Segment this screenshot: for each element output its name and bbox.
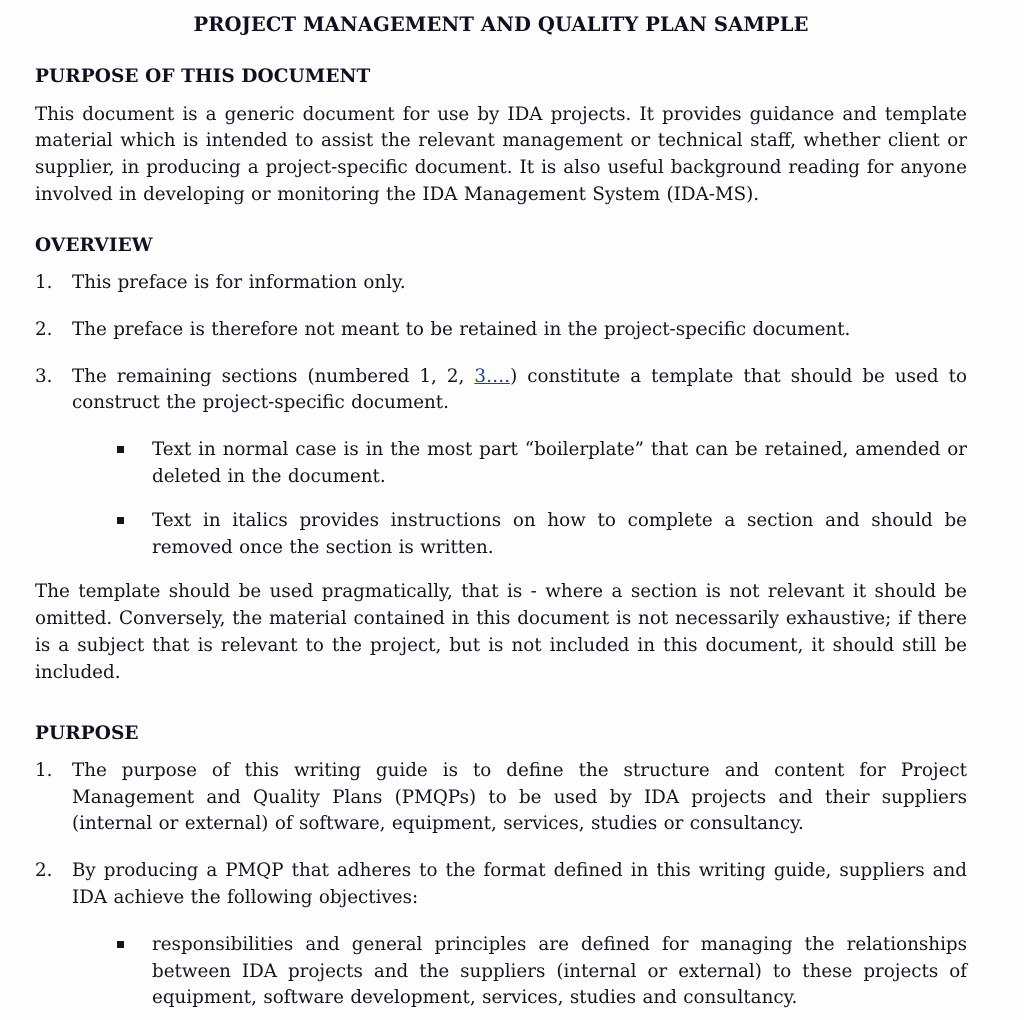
list-item xyxy=(35,758,967,838)
square-bullet-icon xyxy=(117,517,124,524)
list-marker: 1. xyxy=(35,271,53,293)
heading-purpose: PURPOSE xyxy=(35,722,139,744)
square-bullet-icon xyxy=(117,941,124,948)
paragraph-overview-closing: The template should be used pragmatically, that is - where a section is not relevant it should be omitted. Conversely, the material contained in this document is not necessarily exhaustive; if there is a subject that is relevant to the project, but is not included in this document, it should still be included. xyxy=(35,581,967,683)
list-item xyxy=(35,270,967,297)
list-item-text-before-link: The remaining sections (numbered 1, 2, xyxy=(72,365,475,387)
list-item-text: The purpose of this writing guide is to define the structure and content for Project Management and Quality Plans (PMQPs) to be used by IDA projects and their suppliers (internal or external) of software, equipment, services, studies or consultancy. xyxy=(72,759,967,835)
list-item-text: The preface is therefore not meant to be retained in the project-specific document. xyxy=(72,318,851,340)
page-title: PROJECT MANAGEMENT AND QUALITY PLAN SAMPLE xyxy=(193,13,809,36)
list-marker: 1. xyxy=(35,759,53,781)
overview-numbered-list xyxy=(35,270,967,417)
section-reference-link[interactable]: 3…. xyxy=(474,365,511,387)
list-marker: 2. xyxy=(35,860,53,882)
list-item xyxy=(35,858,967,912)
list-item-text: Text in normal case is in the most part “boilerplate” that can be retained, amended or deleted in the document. xyxy=(152,439,967,487)
square-bullet-icon xyxy=(117,446,124,453)
list-item-text: By producing a PMQP that adheres to the format defined in this writing guide, suppliers and IDA achieve the following objectives: xyxy=(72,860,967,908)
list-item-text: This preface is for information only. xyxy=(72,271,406,293)
list-item xyxy=(115,437,967,491)
purpose-numbered-list xyxy=(35,758,967,912)
list-item xyxy=(35,364,967,418)
heading-purpose-of-this-document: PURPOSE OF THIS DOCUMENT xyxy=(35,66,371,88)
list-item xyxy=(115,932,967,1012)
heading-overview: OVERVIEW xyxy=(35,234,153,256)
list-item xyxy=(115,508,967,562)
purpose-bullet-list xyxy=(35,932,967,1012)
paragraph-purpose-of-this-document: This document is a generic document for use by IDA projects. It provides guidance and template material which is intended to assist the relevant management or technical staff, whether client or supplier, in producing a project-specific document. It is also useful background reading for anyone involved in developing or monitoring the IDA Management System (IDA-MS). xyxy=(35,103,967,205)
spacer xyxy=(35,707,967,723)
overview-bullet-list xyxy=(35,437,967,561)
list-item xyxy=(35,317,967,344)
list-item-text: Text in italics provides instructions on how to complete a section and should be removed once the section is written. xyxy=(152,509,967,558)
list-marker: 2. xyxy=(35,318,53,340)
list-item-text: responsibilities and general principles are defined for managing the relationships between IDA projects and the suppliers (internal or external) to these projects of equipment, software development, services, studies and consultancy. xyxy=(152,933,967,1009)
document-body xyxy=(35,14,967,1020)
list-marker: 3. xyxy=(35,365,53,387)
list-item-text-after-link: ) constitute a template that should be used to construct the project-specific document. xyxy=(72,365,967,414)
